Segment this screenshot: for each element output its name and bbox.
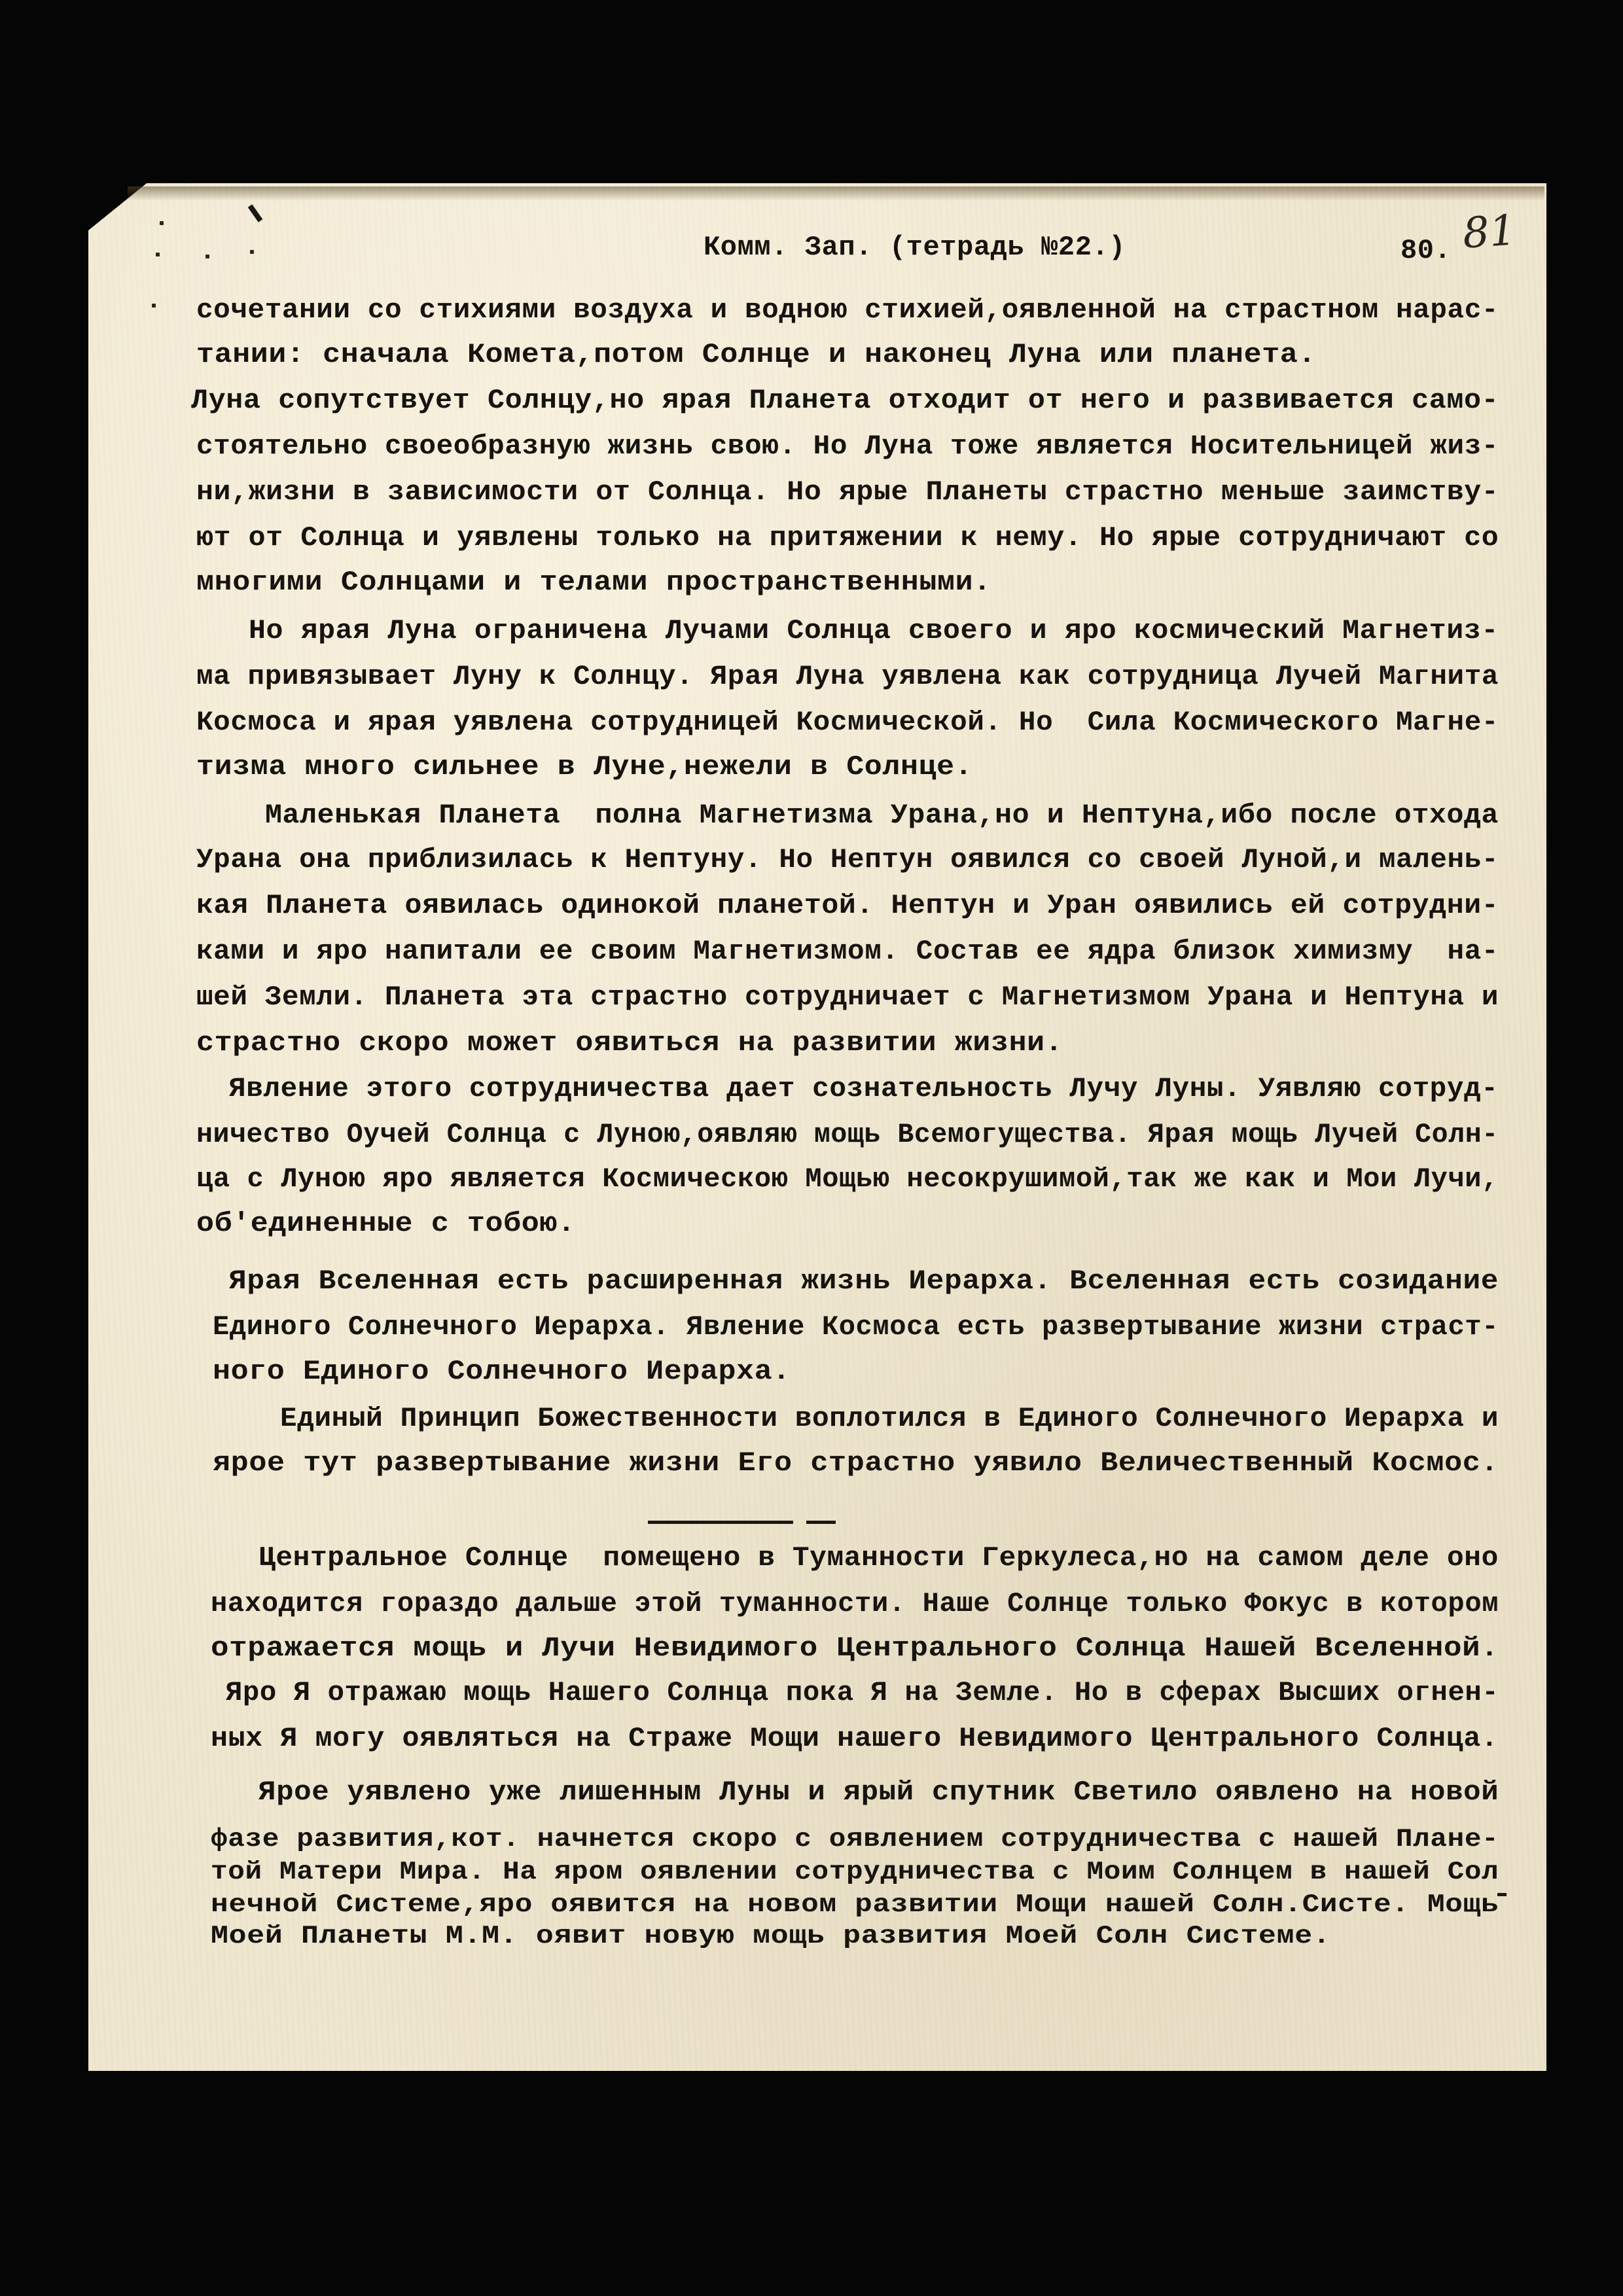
- ink-dot: [250, 250, 254, 254]
- text-line: ками и яро напитали ее своим Магнетизмом. Состав ее ядра близок химизму на-: [196, 936, 1499, 967]
- text-line: фазе развития,кот. начнется скоро с оявлением сотрудничества с нашей Плане-: [211, 1825, 1499, 1854]
- document-header-title: Комм. Зап. (тетрадь №22.): [704, 232, 1126, 263]
- text-line: шей Земли. Планета эта страстно сотрудничает с Магнетизмом Урана и Нептуна и: [196, 981, 1499, 1013]
- section-divider: [648, 1521, 793, 1524]
- text-line: мa привязывает Луну к Солнцу. Ярая Луна уявлена как сотрудница Лучей Магнита: [196, 661, 1499, 692]
- text-line: Луна сопутствует Солнцу,но ярая Планета отходит от него и развивается само-: [191, 385, 1499, 416]
- text-line: Урана она приблизилась к Нептуну. Но Нептун оявился со своей Луной,и малень-: [196, 844, 1499, 875]
- text-line: Единый Принцип Божественности воплотился в Единого Солнечного Иерарха и: [280, 1403, 1499, 1434]
- page-top-shadow: [128, 186, 1544, 201]
- text-line: ничество Оучей Солнца с Луною,оявляю мощь Всемогущества. Ярая мощь Лучей Солн-: [196, 1119, 1499, 1150]
- text-line: Центральное Солнце помещено в Туманности Геркулеса,но на самом деле оно: [259, 1542, 1499, 1574]
- section-divider-dash: [806, 1521, 836, 1524]
- text-line: ют от Солнца и уявлены только на притяжении к нему. Но ярые сотрудничают со: [196, 522, 1499, 554]
- text-line: ных Я могу оявляться на Страже Мощи нашего Невидимого Центрального Солнца.: [211, 1723, 1499, 1754]
- text-line: страстно скоро может оявиться на развитии жизни.: [196, 1027, 1063, 1059]
- text-line: ни,жизни в зависимости от Солнца. Но ярые Планеты страстно меньше заимству-: [196, 476, 1499, 508]
- ink-dot: [205, 255, 209, 258]
- text-line: многими Солнцами и телами пространственными.: [196, 567, 991, 598]
- text-line: ца с Луною яро является Космическою Мощью несокрушимой,так же как и Мои Лучи,: [196, 1163, 1499, 1195]
- text-line: сочетании со стихиями воздуха и водною стихией,оявленной на страстном нарас-: [196, 294, 1499, 326]
- ink-dot: [156, 253, 160, 256]
- text-line: Единого Солнечного Иерарха. Явление Космоса есть развертывание жизни страст-: [213, 1311, 1499, 1343]
- text-line: тании: сначала Комета,потом Солнце и наконец Луна или планета.: [196, 339, 1317, 370]
- handwritten-page-number: 81: [1461, 206, 1518, 258]
- text-line: Ярое уявлено уже лишенным Луны и ярый спутник Светило оявлено на новой: [259, 1776, 1499, 1808]
- text-line: об'единенные с тобою.: [196, 1208, 576, 1239]
- text-line: отражается мощь и Лучи Невидимого Центрального Солнца Нашей Вселенной.: [211, 1633, 1499, 1664]
- text-line: ярое тут развертывание жизни Его страстно уявило Величественный Космос.: [213, 1447, 1499, 1479]
- text-line: Маленькая Планета полна Магнетизма Урана,но и Нептуна,ибо после отхода: [265, 800, 1499, 831]
- text-line: тизма много сильнее в Луне,нежели в Солнце.: [196, 751, 973, 783]
- ink-dot: [160, 221, 164, 225]
- text-line: стоятельно своеобразную жизнь свою. Но Луна тоже является Носительницей жиз-: [196, 431, 1499, 462]
- text-line: Яро Я отражаю мощь Нашего Солнца пока Я на Земле. Но в сферах Высших огнен-: [226, 1677, 1499, 1708]
- text-line: находится гораздо дальше этой туманности. Наше Солнце только Фокус в котором: [211, 1588, 1499, 1619]
- text-line: той Матери Мира. На яром оявлении сотрудничества с Моим Солнцем в нашей Сол: [211, 1858, 1499, 1886]
- text-line: Но ярая Луна ограничена Лучами Солнца своего и яро космический Магнетиз-: [249, 615, 1499, 646]
- text-line: Явление этого сотрудничества дает сознательность Лучу Луны. Уявляю сотруд-: [229, 1073, 1499, 1104]
- text-line: Космоса и ярая уявлена сотрудницей Космической. Но Сила Космического Магне-: [196, 707, 1499, 738]
- text-line: ного Единого Солнечного Иерарха.: [213, 1356, 791, 1387]
- ink-dot: [152, 304, 156, 308]
- text-line: нечной Системе,яро оявится на новом развитии Мощи нашей Солн.Систе. Мощь: [211, 1890, 1499, 1919]
- text-line: кая Планета оявилась одинокой планетой. Нептун и Уран оявились ей сотрудни-: [196, 890, 1499, 921]
- typed-page-number: 80.: [1400, 235, 1452, 266]
- text-line: Моей Планеты М.М. оявит новую мощь развития Моей Солн Системе.: [211, 1922, 1331, 1951]
- text-line: Ярая Вселенная есть расширенная жизнь Иерарха. Вселенная есть созидание: [229, 1265, 1499, 1297]
